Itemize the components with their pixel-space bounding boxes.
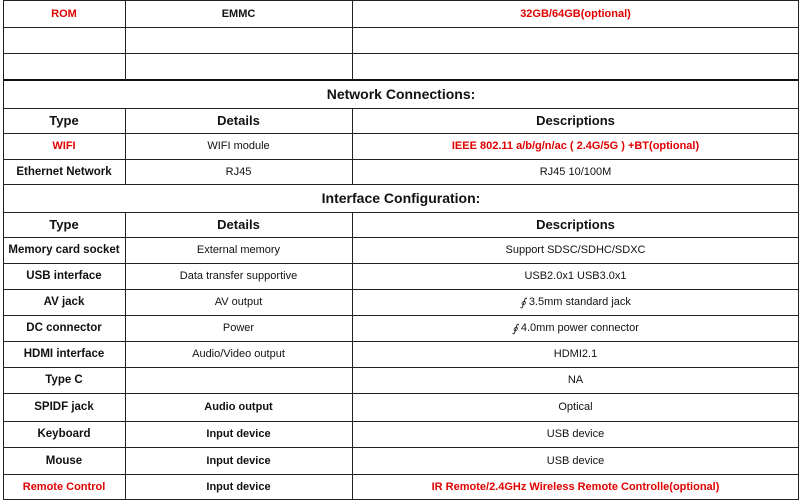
grid-line (125, 212, 126, 500)
network-header-row (3, 108, 799, 133)
grid-line (3, 184, 799, 185)
row-type: Type C (45, 374, 83, 386)
row-type: HDMI interface (23, 348, 105, 360)
row-type: USB interface (26, 270, 102, 282)
table-row (3, 474, 799, 500)
row-description: USB device (546, 454, 605, 467)
row-type: Memory card socket (8, 244, 120, 256)
row-details: Power (222, 322, 255, 334)
row-details: External memory (196, 244, 281, 256)
wifi-type: WIFI (52, 140, 76, 152)
row-description: NA (567, 374, 584, 386)
network-section-title: Network Connections: (326, 86, 476, 102)
row-details: Input device (206, 428, 271, 440)
row-description: 4.0mm power connector (520, 322, 639, 334)
wifi-description: IEEE 802.11 a/b/g/n/ac ( 2.4G/5G ) +BT(optional) (451, 140, 700, 152)
interface-section-title-row (3, 184, 799, 212)
network-row-wifi (3, 133, 799, 159)
grid-line (3, 0, 799, 1)
row-description: 3.5mm standard jack (528, 296, 631, 308)
table-row (3, 393, 799, 421)
row-details: Audio/Video output (192, 348, 285, 360)
table-row (3, 263, 799, 289)
table-row (3, 341, 799, 367)
row-type: Mouse (45, 454, 83, 467)
diameter-symbol-icon: ∮ (512, 321, 518, 335)
table-row (3, 447, 799, 474)
column-header-type: Type (49, 113, 79, 128)
grid-line (3, 133, 799, 134)
grid-line (352, 0, 353, 80)
network-row-ethernet (3, 159, 799, 184)
rom-type: ROM (51, 8, 77, 20)
grid-line (3, 421, 799, 422)
grid-line (3, 341, 799, 342)
row-type: DC connector (26, 322, 102, 334)
grid-line (3, 499, 799, 500)
wifi-details: WIFI module (207, 140, 270, 152)
grid-line (3, 0, 4, 500)
row-type: SPIDF jack (34, 401, 94, 413)
row-description: USB2.0x1 USB3.0x1 (524, 270, 627, 282)
grid-line (3, 79, 799, 81)
ethernet-type: Ethernet Network (16, 165, 112, 178)
empty-row (3, 27, 799, 53)
grid-line (3, 393, 799, 394)
empty-row (3, 53, 799, 80)
row-type: Keyboard (37, 428, 91, 440)
grid-line (125, 108, 126, 184)
grid-line (3, 367, 799, 368)
grid-line (3, 447, 799, 448)
row-description-cell (352, 289, 799, 315)
interface-section-title: Interface Configuration: (321, 190, 481, 206)
grid-line (352, 212, 353, 500)
diameter-symbol-icon: ∮ (520, 295, 526, 309)
table-row (3, 289, 799, 315)
row-type: Remote Control (22, 481, 106, 493)
grid-line (125, 0, 126, 80)
grid-line (3, 315, 799, 316)
interface-header-row (3, 212, 799, 237)
grid-line (3, 27, 799, 28)
grid-line (3, 237, 799, 238)
column-header-type: Type (49, 217, 79, 232)
row-details: Audio output (204, 401, 273, 413)
row-description-cell (352, 315, 799, 341)
row-type: AV jack (43, 296, 85, 308)
row-description: USB device (546, 428, 605, 440)
table-row (3, 315, 799, 341)
row-details: Input device (206, 481, 271, 493)
row-details: AV output (214, 296, 263, 308)
grid-line (3, 53, 799, 54)
column-header-descriptions: Descriptions (536, 217, 615, 232)
table-row (3, 421, 799, 447)
network-section-title-row (3, 80, 799, 108)
grid-line (3, 289, 799, 290)
column-header-details: Details (217, 217, 260, 232)
grid-line (3, 263, 799, 264)
row-details: Data transfer supportive (179, 270, 298, 282)
grid-line (3, 474, 799, 475)
row-description: Optical (558, 401, 593, 413)
row-description: IR Remote/2.4GHz Wireless Remote Controlle(optional) (431, 481, 720, 493)
rom-row (3, 1, 799, 27)
grid-line (352, 108, 353, 184)
grid-line (3, 108, 799, 109)
row-details: Input device (206, 454, 271, 467)
rom-details: EMMC (221, 8, 256, 20)
row-details (125, 367, 352, 393)
column-header-descriptions: Descriptions (536, 113, 615, 128)
row-description: Support SDSC/SDHC/SDXC (505, 244, 646, 256)
grid-line (798, 0, 799, 500)
table-row (3, 367, 799, 393)
ethernet-description: RJ45 10/100M (539, 165, 612, 178)
ethernet-details: RJ45 (225, 165, 252, 178)
row-description: HDMI2.1 (553, 348, 598, 360)
table-row (3, 237, 799, 263)
grid-line (3, 212, 799, 213)
rom-description: 32GB/64GB(optional) (520, 8, 631, 20)
grid-line (3, 159, 799, 160)
column-header-details: Details (217, 113, 260, 128)
